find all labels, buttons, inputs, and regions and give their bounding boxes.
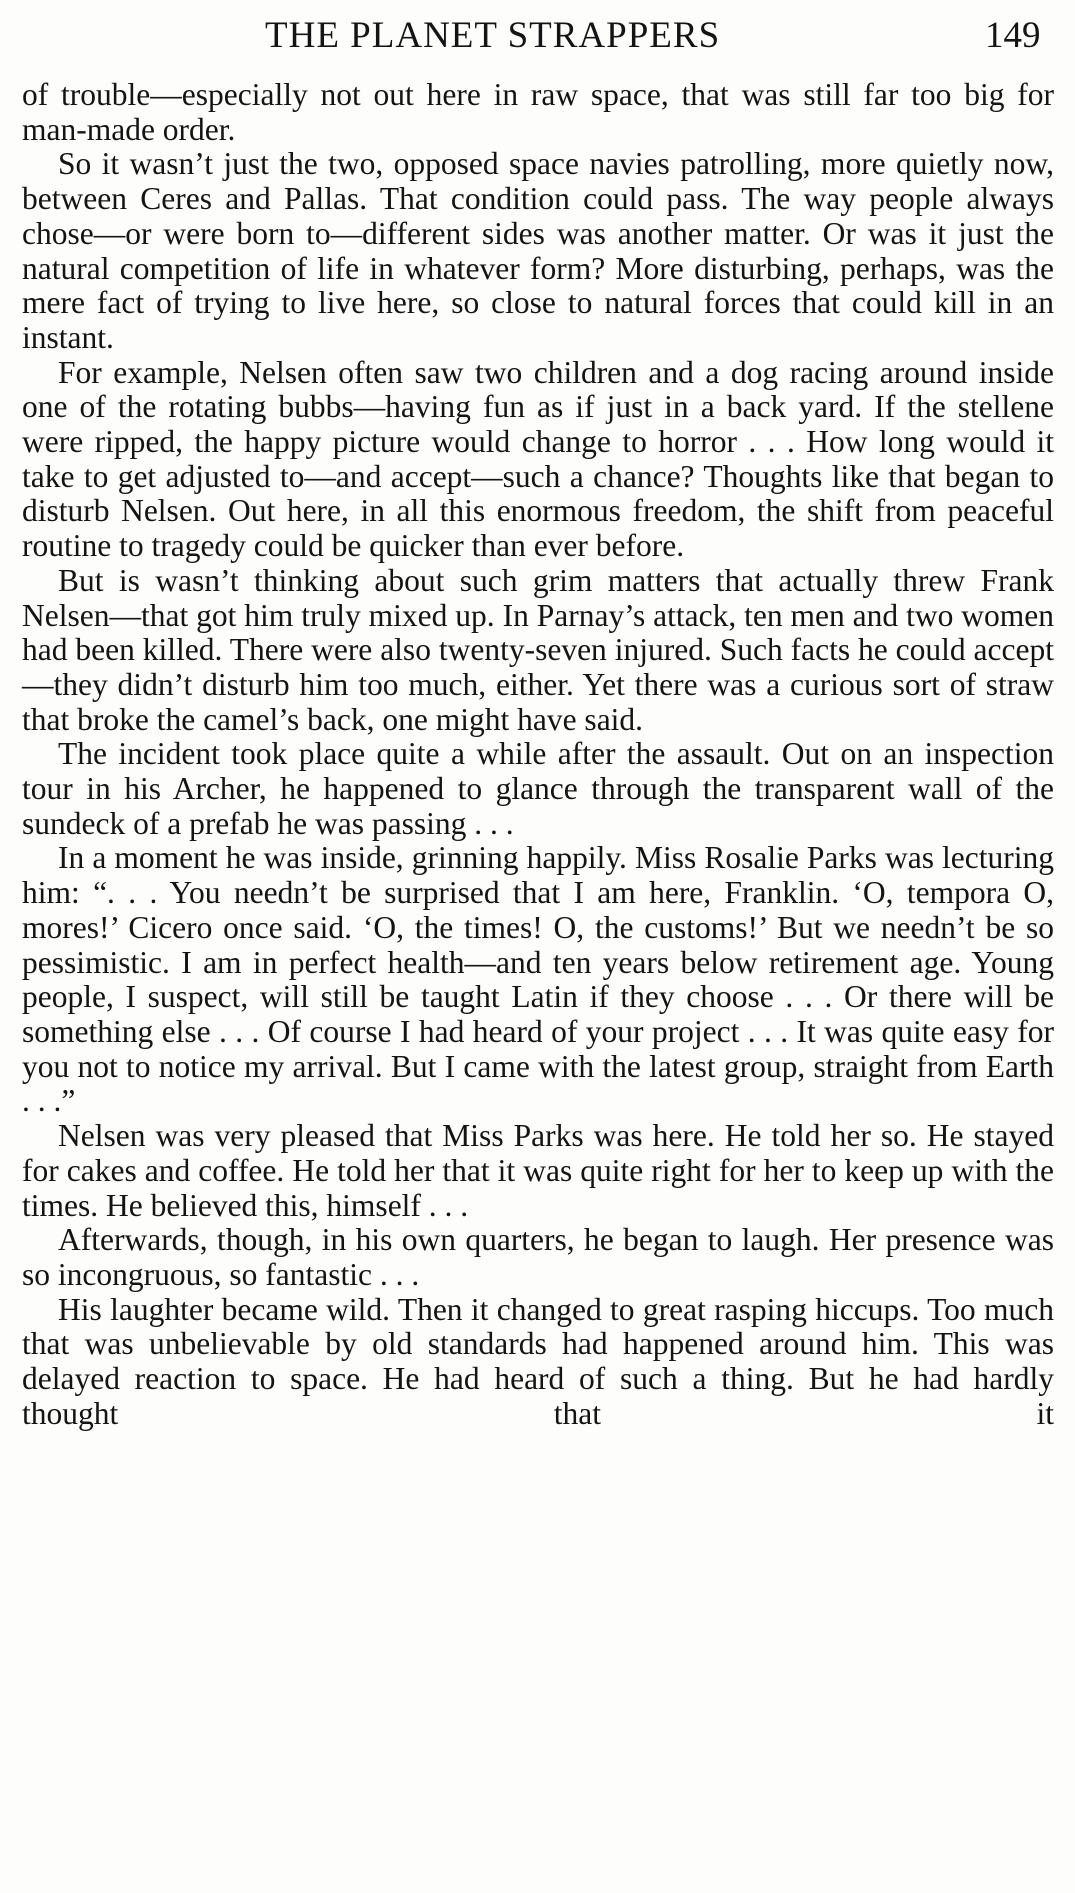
running-title: THE PLANET STRAPPERS (265, 15, 721, 56)
paragraph: Nelsen was very pleased that Miss Parks was here. He told her so. He stayed for cakes and coffee. He told her that it was quite right for her to keep up with the times. He believed this, himself . . . (22, 1118, 1054, 1223)
paragraph: For example, Nelsen often saw two children and a dog racing around inside one of the rotating bubbs—having fun as if just in a back yard. If the stellene were ripped, the happy picture would change to horror . . . How long would it take to get adjusted to—and accept—such a chance? Thoughts like that began to disturb Nelsen. Out here, in all this enormous freedom, the shift from peaceful routine to tragedy could be quicker than ever before. (22, 354, 1054, 564)
page-header (0, 12, 1075, 60)
paragraph: The incident took place quite a while after the assault. Out on an inspection tour in his Archer, he happened to glance through the transparent wall of the sundeck of a prefab he was passing . . . (22, 736, 1054, 841)
paragraph: In a moment he was inside, grinning happily. Miss Rosalie Parks was lecturing him: “. . . You needn’t be surprised that I am here, Franklin. ‘O, tempora O, mores!’ Cicero once said. ‘O, the times! O, the customs!’ But we needn’t be so pessimistic. I am in perfect health—and ten years below retirement age. Young people, I suspect, will still be taught Latin if they choose . . . Or there will be something else . . . Of course I had heard of your project . . . It was quite easy for you not to notice my arrival. But I came with the latest group, straight from Earth . . .” (22, 840, 1054, 1119)
paragraph: So it wasn’t just the two, opposed space navies patrolling, more quietly now, between Ceres and Pallas. That condition could pass. The way people always chose—or were born to—different sides was another matter. Or was it just the natural competition of life in whatever form? More disturbing, perhaps, was the mere fact of trying to live here, so close to natural forces that could kill in an instant. (22, 146, 1054, 355)
page-number: 149 (985, 15, 1041, 56)
body-text (22, 78, 1054, 1431)
paragraph: But is wasn’t thinking about such grim matters that actually threw Frank Nelsen—that got him truly mixed up. In Parnay’s attack, ten men and two women had been killed. There were also twenty-seven injured. Such facts he could accept—they didn’t disturb him too much, either. Yet there was a curious sort of straw that broke the camel’s back, one might have said. (22, 562, 1054, 737)
paragraph: Afterwards, though, in his own quarters, he began to laugh. Her presence was so incongruous, so fantastic . . . (22, 1222, 1054, 1292)
paragraph: His laughter became wild. Then it changed to great rasping hiccups. Too much that was unbelievable by old standards had happened around him. This was delayed reaction to space. He had heard of such a thing. But he had hardly thought that it (22, 1291, 1054, 1431)
paragraph: of trouble—especially not out here in raw space, that was still far too big for man-made order. (22, 77, 1054, 147)
